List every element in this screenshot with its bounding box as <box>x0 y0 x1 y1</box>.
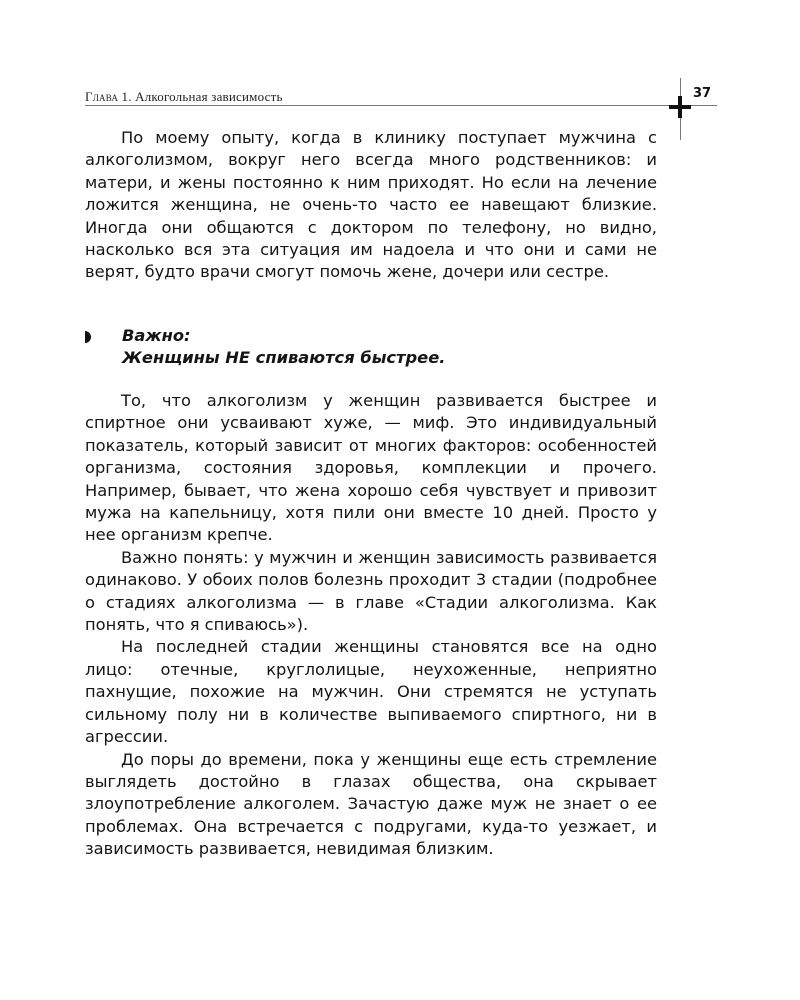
important-note <box>85 325 657 370</box>
important-label: Важно: <box>122 326 191 345</box>
body-paragraph: Важно понять: у мужчин и женщин зависимость развивается одинаково. У обоих полов болезнь проходит 3 стадии (подробнее о стадиях алкоголизма — в главе «Стадии алкоголизма. Как понять, что я спиваюсь»). <box>85 547 657 635</box>
half-circle-bullet-icon <box>85 331 93 343</box>
important-statement: Женщины НЕ спиваются быстрее. <box>122 348 446 368</box>
chapter-label: Глава 1. <box>85 89 132 104</box>
chapter-title: Алкогольная зависимость <box>135 89 283 104</box>
crosshair-plus-icon <box>669 96 691 118</box>
chapter-heading <box>85 89 283 104</box>
body-paragraph: На последней стадии женщины становятся все на одно лицо: отечные, круглолицые, неухоженные, неприятно пахнущие, похожие на мужчин. Они стремятся не уступать сильному полу ни в количестве выпиваемого спиртного, ни в агрессии. <box>85 637 657 747</box>
body-paragraph: То, что алкоголизм у женщин развивается быстрее и спиртное они усваивают хуже, — миф. Это индивидуальный показатель, который зависит от многих факторов: особенностей организма, состояния здоровья, комплекции и прочего. Например, бывает, что жена хорошо себя чувствует и привозит мужа на капельницу, хотя пили они вместе 10 дней. Просто у нее организм крепче. <box>85 391 657 545</box>
header-rule <box>85 105 717 106</box>
body-block <box>85 390 657 861</box>
intro-paragraph: По моему опыту, когда в клинику поступает мужчина с алкоголизмом, вокруг него всегда много родственников: и матери, и жены постоянно к ним приходят. Но если на лечение ложится женщина, не очень-то часто ее навещают близкие. Иногда они общаются с доктором по телефону, но видно, насколько вся эта ситуация им надоела и что они и сами не верят, будто врачи смогут помочь жене, дочери или сестре. <box>85 128 657 282</box>
intro-block <box>85 127 657 284</box>
page-number: 37 <box>693 86 712 101</box>
body-paragraph: До поры до времени, пока у женщины еще есть стремление выглядеть достойно в глазах общества, она скрывает злоупотребление алкоголем. Зачастую даже муж не знает о ее проблемах. Она встречается с подругами, куда-то уезжает, и зависимость развивается, невидимая близким. <box>85 749 657 859</box>
running-header <box>85 86 680 102</box>
